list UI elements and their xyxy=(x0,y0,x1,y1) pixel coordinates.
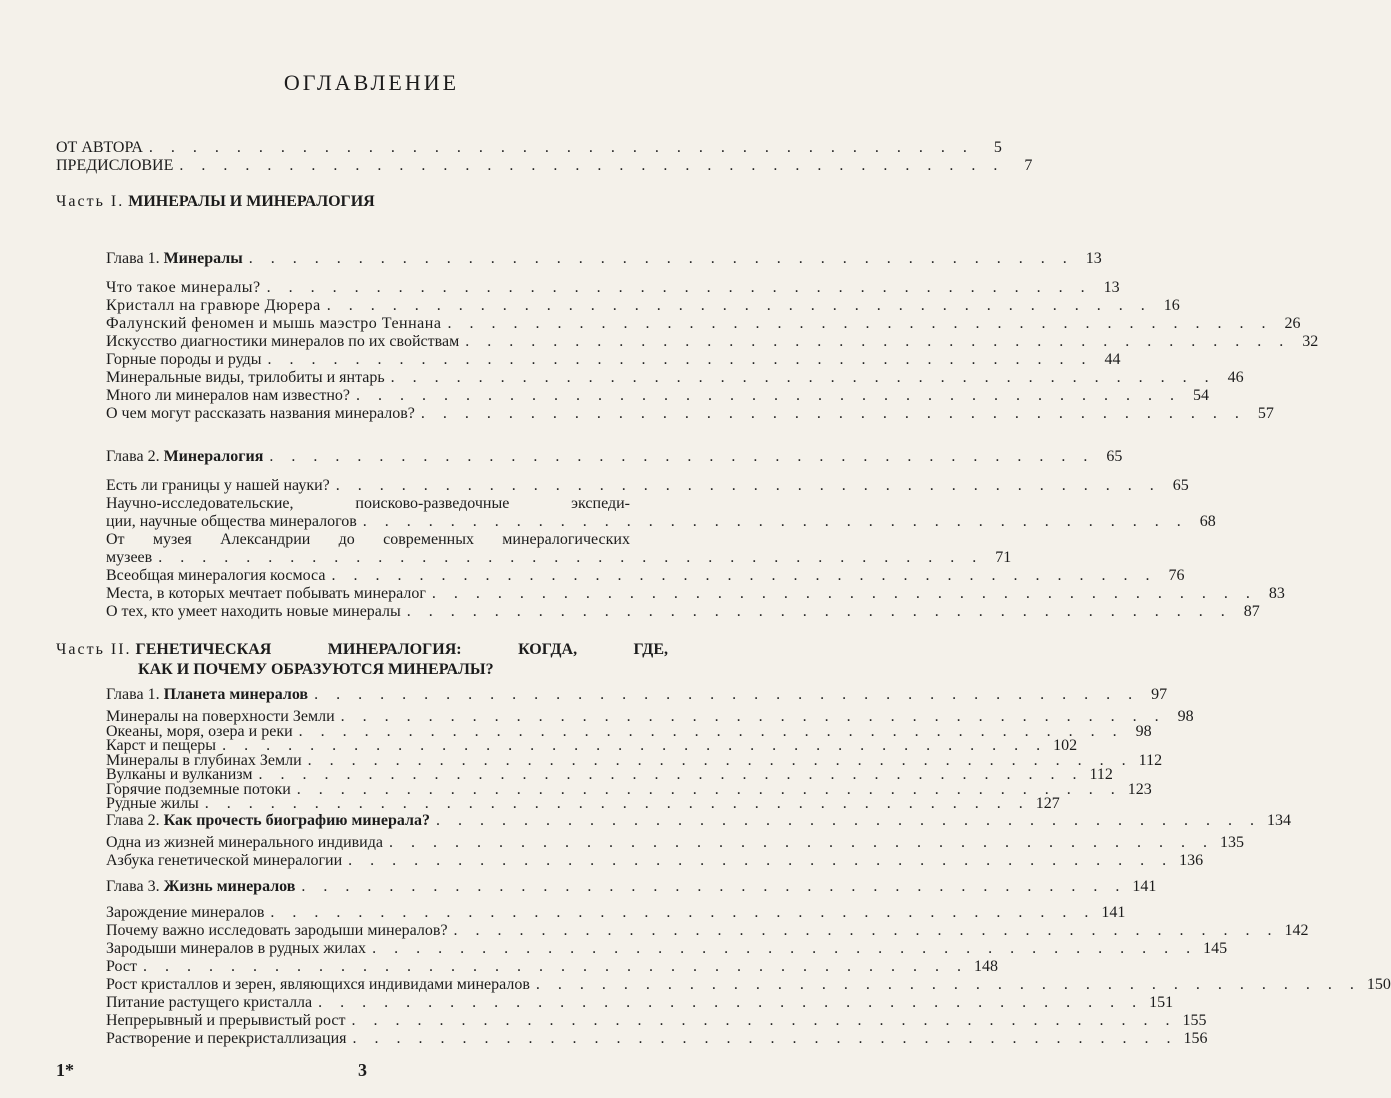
entry-word: От xyxy=(106,531,125,548)
toc-entry[interactable] xyxy=(106,567,1185,585)
entry-label: Рост xyxy=(106,958,137,975)
dot-leader: . . . . . . . . . . . . . . . . . . . . . . . . . . . . . . . . . . . . . . xyxy=(148,139,974,156)
chapter-prefix: Глава 2. xyxy=(106,812,160,829)
entry-label: Фалунский феномен и мышь маэстро Теннана xyxy=(106,315,442,332)
entry-page: 98 xyxy=(1177,708,1194,725)
entry-word: минералогических xyxy=(502,531,630,548)
dot-leader: . . . . . . . . . . . . . . . . . . . . . . . . . . . . . . . . . . . . . . xyxy=(406,603,1232,620)
dot-leader: . . . . . . . . . . . . . . . . . . . . . . . . . . . . . . . . . . . . . . xyxy=(143,958,968,975)
entry-label: Искусство диагностики минералов по их свойствам xyxy=(106,333,460,350)
part-prefix: Часть I. xyxy=(56,193,125,210)
entry-page: 135 xyxy=(1219,834,1244,851)
entry-label: Кристалл на гравюре Дюрера xyxy=(106,297,321,314)
entry-word: до xyxy=(338,531,355,548)
part-heading[interactable] xyxy=(56,640,668,660)
part-heading-continued xyxy=(138,660,494,680)
entry-page: 32 xyxy=(1302,333,1319,350)
dot-leader: . . . . . . . . . . . . . . . . . . . . . . . . . . . . . . . . . . . . . . xyxy=(335,477,1161,494)
toc-entry[interactable] xyxy=(106,940,1228,958)
entry-page: 141 xyxy=(1101,904,1126,921)
entry-page: 151 xyxy=(1149,994,1174,1011)
chapter-prefix: Глава 1. xyxy=(106,250,160,267)
dot-leader: . . . . . . . . . . . . . . . . . . . . . . . . . . . . . . . . . . . . . . xyxy=(356,387,1182,404)
toc-entry[interactable] xyxy=(106,315,1301,333)
dot-leader: . . . . . . . . . . . . . . . . . . . . . . . . . . . . . . . . . . . . . . xyxy=(267,351,1093,368)
dot-leader: . . . . . . . . . . . . . . . . . . . . . . . . . . . . . . . . . . . . . . xyxy=(420,405,1246,422)
toc-entry[interactable] xyxy=(106,387,1210,405)
toc-entry[interactable] xyxy=(106,976,1391,994)
entry-label: музеев xyxy=(106,549,153,566)
toc-entry[interactable] xyxy=(106,351,1121,369)
entry-label: Горячие подземные потоки xyxy=(106,780,291,798)
entry-page: 68 xyxy=(1199,513,1216,530)
toc-entry[interactable] xyxy=(106,904,1126,922)
chapter-prefix: Глава 2. xyxy=(106,448,160,465)
toc-entry[interactable] xyxy=(106,1012,1207,1030)
part-title: МИНЕРАЛЫ И МИНЕРАЛОГИЯ xyxy=(128,193,375,210)
entry-word: поисково-разведочные xyxy=(355,495,510,512)
entry-page: 83 xyxy=(1268,585,1285,602)
entry-page: 87 xyxy=(1243,603,1260,620)
entry-label: Непрерывный и прерывистый рост xyxy=(106,1012,346,1029)
entry-page: 97 xyxy=(1151,686,1168,703)
entry-page: 13 xyxy=(1103,279,1120,296)
entry-label: Карст и пещеры xyxy=(106,737,217,754)
dot-leader: . . . . . . . . . . . . . . . . . . . . . . . . . . . . . . . . . . . . . . xyxy=(535,976,1361,993)
entry-word: Научно-исследовательские, xyxy=(106,495,294,512)
dot-leader: . . . . . . . . . . . . . . . . . . . . . . . . . . . . . . . . . . . . . . xyxy=(318,994,1144,1011)
chapter-title: Минералогия xyxy=(163,448,264,465)
part-title-word: ГЕНЕТИЧЕСКАЯ xyxy=(135,641,272,658)
entry-label: Зародыши минералов в рудных жилах xyxy=(106,940,367,957)
part-heading[interactable] xyxy=(56,192,375,212)
dot-leader: . . . . . . . . . . . . . . . . . . . . . . . . . . . . . . . . . . . . . . xyxy=(340,708,1166,725)
dot-leader: . . . . . . . . . . . . . . . . . . . . . . . . . . . . . . . . . . . . . . xyxy=(453,922,1279,939)
entry-label: Вулканы и вулканизм xyxy=(106,766,253,783)
entry-page: 142 xyxy=(1284,922,1309,939)
chapter-entry[interactable] xyxy=(106,448,1123,466)
dot-leader: . . . . . . . . . . . . . . . . . . . . . . . . . . . . . . . . . . . . . . xyxy=(314,686,1140,703)
toc-entry[interactable] xyxy=(106,922,1309,940)
entry-page: 112 xyxy=(1138,751,1163,769)
dot-leader: . . . . . . . . . . . . . . . . . . . . . . . . . . . . . . . . . . . . . . xyxy=(248,250,1074,267)
dot-leader: . . . . . . . . . . . . . . . . . . . . . . . . . . . . . . . . . . . . . . xyxy=(270,904,1096,921)
dot-leader: . . . . . . . . . . . . . . . . . . . . . . . . . . . . . . . . . . . . . . xyxy=(372,940,1198,957)
entry-page: 102 xyxy=(1053,737,1078,754)
entry-page: 57 xyxy=(1257,405,1274,422)
dot-leader: . . . . . . . . . . . . . . . . . . . . . . . . . . . . . . . . . . . . . . xyxy=(222,737,1048,754)
toc-entry[interactable] xyxy=(106,405,1274,423)
dot-leader: . . . . . . . . . . . . . . . . . . . . . . . . . . . . . . . . . . . . . . xyxy=(431,585,1257,602)
entry-page: 148 xyxy=(974,958,998,975)
dot-leader: . . . . . . . . . . . . . . . . . . . . . . . . . . . . . . . . . . . . . . xyxy=(298,722,1124,740)
dot-leader: . . . . . . . . . . . . . . . . . . . . . . . . . . . . . . . . . . . . . . xyxy=(388,834,1214,851)
entry-word: современных xyxy=(383,531,474,548)
entry-page: 46 xyxy=(1227,369,1244,386)
entry-label: Что такое минералы? xyxy=(106,279,261,296)
entry-word: Александрии xyxy=(220,531,311,548)
dot-leader: . . . . . . . . . . . . . . . . . . . . . . . . . . . . . . . . . . . . . . xyxy=(447,315,1273,332)
entry-page: 150 xyxy=(1366,976,1391,993)
entry-label: Рудные жилы xyxy=(106,795,199,812)
entry-page: 26 xyxy=(1284,315,1301,332)
dot-leader: . . . . . . . . . . . . . . . . . . . . . . . . . . . . . . . . . . . . . . xyxy=(362,513,1188,530)
entry-label: Всеобщая минералогия космоса xyxy=(106,567,326,584)
part-title: КАК И ПОЧЕМУ ОБРАЗУЮТСЯ МИНЕРАЛЫ? xyxy=(138,661,494,678)
entry-page: 156 xyxy=(1183,1030,1208,1047)
toc-entry[interactable] xyxy=(106,513,1216,531)
entry-label: Почему важно исследовать зародыши минералов? xyxy=(106,922,448,939)
chapter-title: Как прочесть биографию минерала? xyxy=(163,812,430,829)
entry-page: 16 xyxy=(1163,297,1180,314)
chapter-entry[interactable] xyxy=(106,250,1102,268)
dot-leader: . . . . . . . . . . . . . . . . . . . . . . . . . . . . . . . . . . . . . . xyxy=(269,448,1095,465)
entry-word: экспеди- xyxy=(571,495,630,512)
dot-leader: . . . . . . . . . . . . . . . . . . . . . . . . . . . . . . . . . . . . . . xyxy=(258,766,1084,783)
toc-entry[interactable] xyxy=(106,549,1012,567)
toc-entry[interactable] xyxy=(56,139,1002,157)
entry-page: 134 xyxy=(1266,812,1291,829)
chapter-title: Жизнь минералов xyxy=(163,878,296,895)
part-title-word: МИНЕРАЛОГИЯ: xyxy=(327,641,462,658)
entry-label: Океаны, моря, озера и реки xyxy=(106,722,293,740)
entry-label: Рост кристаллов и зерен, являющихся индивидами минералов xyxy=(106,976,530,993)
entry-page: 76 xyxy=(1168,567,1185,584)
toc-entry[interactable] xyxy=(106,333,1319,351)
toc-entry[interactable] xyxy=(106,994,1174,1012)
entry-label: Есть ли границы у нашей науки? xyxy=(106,477,330,494)
dot-leader: . . . . . . . . . . . . . . . . . . . . . . . . . . . . . . . . . . . . . . xyxy=(331,567,1157,584)
entry-label: ции, научные общества минералогов xyxy=(106,513,357,530)
toc-entry-wrapped[interactable] xyxy=(106,495,630,513)
toc-entry[interactable] xyxy=(106,279,1120,297)
toc-entry[interactable] xyxy=(106,369,1244,387)
entry-page: 145 xyxy=(1203,940,1228,957)
entry-label: Одна из жизней минерального индивида xyxy=(106,834,383,851)
part-title-word: ГДЕ, xyxy=(633,641,668,658)
dot-leader: . . . . . . . . . . . . . . . . . . . . . . . . . . . . . . . . . . . . . . xyxy=(351,1012,1177,1029)
toc-entry[interactable] xyxy=(56,157,1033,175)
dot-leader: . . . . . . . . . . . . . . . . . . . . . . . . . . . . . . . . . . . . . . xyxy=(307,751,1133,769)
dot-leader: . . . . . . . . . . . . . . . . . . . . . . . . . . . . . . . . . . . . . . xyxy=(348,852,1174,869)
entry-label: Азбука генетической минералогии xyxy=(106,852,343,869)
entry-label: Минералы в глубинах Земли xyxy=(106,751,302,769)
chapter-entry[interactable] xyxy=(106,686,1168,704)
toc-entry[interactable] xyxy=(106,834,1244,852)
chapter-title: Минералы xyxy=(163,250,243,267)
entry-label: Зарождение минералов xyxy=(106,904,265,921)
entry-page: 123 xyxy=(1127,780,1152,798)
entry-page: 98 xyxy=(1135,722,1152,740)
entry-page: 65 xyxy=(1106,448,1123,465)
dot-leader: . . . . . . . . . . . . . . . . . . . . . . . . . . . . . . . . . . . . . . xyxy=(266,279,1092,296)
entry-page: 44 xyxy=(1104,351,1121,368)
dot-leader: . . . . . . . . . . . . . . . . . . . . . . . . . . . . . . . . . . . . . . xyxy=(435,812,1261,829)
entry-page: 112 xyxy=(1089,766,1113,783)
entry-page: 65 xyxy=(1172,477,1189,494)
entry-label: Горные породы и руды xyxy=(106,351,262,368)
entry-label: О чем могут рассказать названия минералов? xyxy=(106,405,415,422)
entry-page: 71 xyxy=(995,549,1012,566)
chapter-entry[interactable] xyxy=(106,812,1291,830)
dot-leader: . . . . . . . . . . . . . . . . . . . . . . . . . . . . . . . . . . . . . . xyxy=(390,369,1216,386)
entry-page: 13 xyxy=(1085,250,1102,267)
toc-entry[interactable] xyxy=(106,958,998,976)
entry-label: Питание растущего кристалла xyxy=(106,994,313,1011)
part-title-word: КОГДА, xyxy=(518,641,578,658)
dot-leader: . . . . . . . . . . . . . . . . . . . . . . . . . . . . . . . . . . . . . . xyxy=(179,157,1005,174)
entry-label: Минералы на поверхности Земли xyxy=(106,708,335,725)
part-prefix: Часть II. xyxy=(56,641,132,658)
chapter-prefix: Глава 3. xyxy=(106,878,160,895)
dot-leader: . . . . . . . . . . . . . . . . . . . . . . . . . . . . . . . . . . . . . . xyxy=(204,795,1030,812)
toc-entry[interactable] xyxy=(106,477,1189,495)
entry-page: 7 xyxy=(1024,157,1033,174)
entry-page: 54 xyxy=(1193,387,1210,404)
entry-label: Растворение и перекристаллизация xyxy=(106,1030,347,1047)
toc-entry[interactable] xyxy=(106,852,1204,870)
dot-leader: . . . . . . . . . . . . . . . . . . . . . . . . . . . . . . . . . . . . . . xyxy=(301,878,1127,895)
entry-label: ОТ АВТОРА xyxy=(56,139,143,156)
entry-page: 141 xyxy=(1132,878,1157,895)
entry-label: ПРЕДИСЛОВИЕ xyxy=(56,157,174,174)
entry-word: музея xyxy=(152,531,192,548)
entry-page: 5 xyxy=(993,139,1002,156)
toc-entry[interactable] xyxy=(106,297,1180,315)
chapter-prefix: Глава 1. xyxy=(106,686,160,703)
toc-entry[interactable] xyxy=(106,1030,1208,1048)
chapter-title: Планета минералов xyxy=(163,686,309,703)
page-number: 3 xyxy=(358,1060,367,1080)
entry-label: О тех, кто умеет находить новые минералы xyxy=(106,603,401,620)
dot-leader: . . . . . . . . . . . . . . . . . . . . . . . . . . . . . . . . . . . . . . xyxy=(352,1030,1178,1047)
page-title: ОГЛАВЛЕНИЕ xyxy=(283,70,460,95)
entry-label: Много ли минералов нам известно? xyxy=(106,387,351,404)
entry-label: Места, в которых мечтает побывать минералог xyxy=(106,585,426,602)
toc-entry-wrapped[interactable] xyxy=(106,531,630,549)
dot-leader: . . . . . . . . . . . . . . . . . . . . . . . . . . . . . . . . . . . . . . xyxy=(296,780,1122,798)
toc-entry[interactable] xyxy=(106,603,1260,621)
entry-page: 127 xyxy=(1035,795,1060,812)
toc-entry[interactable] xyxy=(106,795,1060,813)
entry-label: Минеральные виды, трилобиты и янтарь xyxy=(106,369,385,386)
dot-leader: . . . . . . . . . . . . . . . . . . . . . . . . . . . . . . . . . . . . . . xyxy=(465,333,1291,350)
toc-entry[interactable] xyxy=(106,585,1285,603)
chapter-entry[interactable] xyxy=(106,878,1157,896)
signature-mark: 1* xyxy=(56,1060,74,1080)
dot-leader: . . . . . . . . . . . . . . . . . . . . . . . . . . . . . . . . . . . . . . xyxy=(326,297,1152,314)
entry-page: 155 xyxy=(1182,1012,1207,1029)
dot-leader: . . . . . . . . . . . . . . . . . . . . . . . . . . . . . . . . . . . . . . xyxy=(158,549,984,566)
entry-page: 136 xyxy=(1179,852,1204,869)
